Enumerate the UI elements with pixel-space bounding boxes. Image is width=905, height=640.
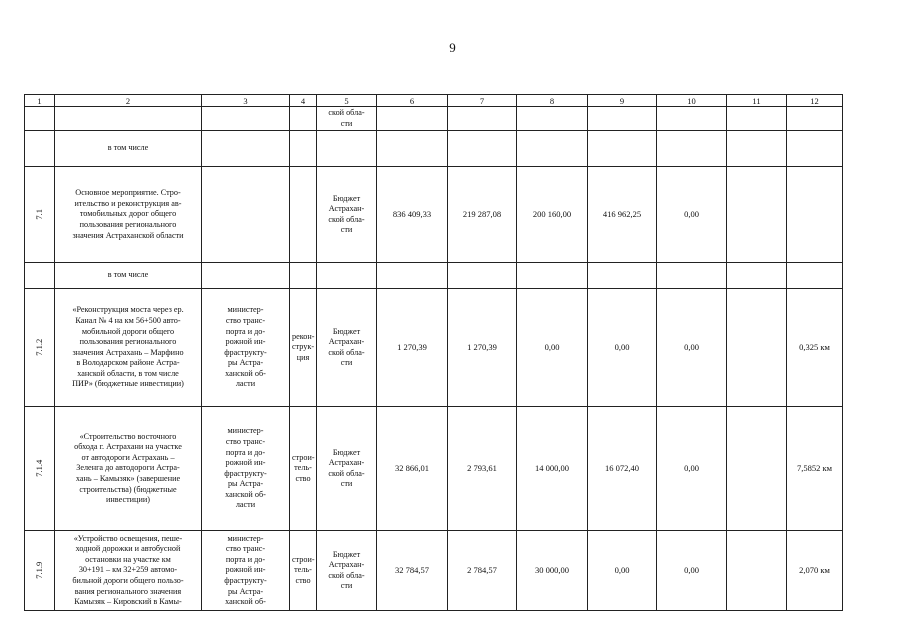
text-cell: ской обла- сти [317,107,377,131]
value-cell: 2 793,61 [448,407,517,531]
table-row [25,263,843,289]
value-cell: 1 270,39 [377,289,448,407]
value-cell [517,131,588,167]
value-cell [517,107,588,131]
value-cell [787,263,843,289]
value-cell [787,131,843,167]
row-number: 7.1 [34,208,45,220]
value-cell: 2,070 км [787,531,843,611]
column-header: 2 [55,95,202,107]
description-cell: «Строительство восточного обхода г. Астрахани на участке от автодороги Астрахань – Зеленга до автодороги Астра- хань – Камызяк» (завершение строительства) (бюджетные инвестиции) [55,407,202,531]
value-cell: 0,00 [657,167,727,263]
value-cell [727,531,787,611]
value-cell: 32 784,57 [377,531,448,611]
text-cell [202,167,290,263]
column-header: 10 [657,95,727,107]
text-cell [317,263,377,289]
value-cell: 30 000,00 [517,531,588,611]
description-cell: «Реконструкция моста через ер. Канал № 4 на км 56+500 авто- мобильной дороги общего пользования регионального значения Астрахань – Марфино в Володарском районе Астра- ханской области, в том числе ПИР» (бюджетные инвестиции) [55,289,202,407]
row-number-cell [25,263,55,289]
page-number: 9 [449,40,456,55]
value-cell [727,131,787,167]
value-cell [588,107,657,131]
value-cell [727,107,787,131]
text-cell: Бюджет Астрахан- ской обла- сти [317,531,377,611]
column-header: 5 [317,95,377,107]
description-cell: «Устройство освещения, пеше- ходной дорожки и автобусной остановки на участке км 30+191 – км 32+259 автомо- бильной дороги общего пользо- вания регионального значения Камызяк – Кировский в Камы- [55,531,202,611]
text-cell [202,263,290,289]
column-header: 7 [448,95,517,107]
column-header: 11 [727,95,787,107]
value-cell: 219 287,08 [448,167,517,263]
table-row [25,531,843,611]
column-header: 8 [517,95,588,107]
value-cell: 0,00 [588,531,657,611]
value-cell [377,107,448,131]
value-cell: 16 072,40 [588,407,657,531]
table-row [25,289,843,407]
text-cell [290,167,317,263]
row-number-cell [25,531,55,611]
value-cell [588,131,657,167]
row-number-cell [25,289,55,407]
text-cell: Бюджет Астрахан- ской обла- сти [317,167,377,263]
value-cell [448,263,517,289]
program-table [24,94,843,611]
text-cell: Бюджет Астрахан- ской обла- сти [317,289,377,407]
row-number-cell [25,407,55,531]
value-cell [787,107,843,131]
description-cell: в том числе [55,263,202,289]
row-number-cell [25,131,55,167]
text-cell: рекон- струк- ция [290,289,317,407]
text-cell: строи- тель- ство [290,407,317,531]
text-cell: Бюджет Астрахан- ской обла- сти [317,407,377,531]
value-cell: 200 160,00 [517,167,588,263]
value-cell: 2 784,57 [448,531,517,611]
table-row [25,167,843,263]
description-cell: в том числе [55,131,202,167]
row-number-cell [25,107,55,131]
value-cell: 14 000,00 [517,407,588,531]
column-header: 4 [290,95,317,107]
value-cell: 1 270,39 [448,289,517,407]
value-cell: 0,00 [588,289,657,407]
column-header: 9 [588,95,657,107]
column-header: 6 [377,95,448,107]
table-row [25,131,843,167]
row-number-cell [25,167,55,263]
text-cell: министер- ство транс- порта и до- рожной ин- фраструкту- ры Астра- ханской об- ласти [202,407,290,531]
table-row [25,407,843,531]
value-cell: 0,00 [517,289,588,407]
value-cell [727,407,787,531]
table-row [25,107,843,131]
column-header: 1 [25,95,55,107]
value-cell [657,131,727,167]
value-cell: 416 962,25 [588,167,657,263]
text-cell [317,131,377,167]
value-cell [517,263,588,289]
text-cell [202,131,290,167]
text-cell [290,263,317,289]
text-cell: строи- тель- ство [290,531,317,611]
description-cell: Основное мероприятие. Стро- ительство и реконструкция ав- томобильных дорог общего пользования регионального значения Астраханской области [55,167,202,263]
text-cell: министер- ство транс- порта и до- рожной ин- фраструкту- ры Астра- ханской об- [202,531,290,611]
header-row [25,95,843,107]
value-cell [377,263,448,289]
column-header: 3 [202,95,290,107]
value-cell [588,263,657,289]
value-cell [727,167,787,263]
value-cell [727,263,787,289]
description-cell [55,107,202,131]
row-number: 7.1.4 [34,459,45,477]
row-number: 7.1.9 [34,561,45,579]
text-cell: министер- ство транс- порта и до- рожной ин- фраструкту- ры Астра- ханской об- ласти [202,289,290,407]
value-cell: 32 866,01 [377,407,448,531]
value-cell: 0,00 [657,531,727,611]
text-cell [290,131,317,167]
value-cell [448,131,517,167]
value-cell: 836 409,33 [377,167,448,263]
value-cell: 0,00 [657,407,727,531]
value-cell [448,107,517,131]
value-cell [727,289,787,407]
value-cell: 0,325 км [787,289,843,407]
value-cell [657,107,727,131]
value-cell [377,131,448,167]
row-number: 7.1.2 [34,338,45,356]
text-cell [290,107,317,131]
text-cell [202,107,290,131]
value-cell [787,167,843,263]
value-cell: 7,5852 км [787,407,843,531]
value-cell [657,263,727,289]
column-header: 12 [787,95,843,107]
value-cell: 0,00 [657,289,727,407]
